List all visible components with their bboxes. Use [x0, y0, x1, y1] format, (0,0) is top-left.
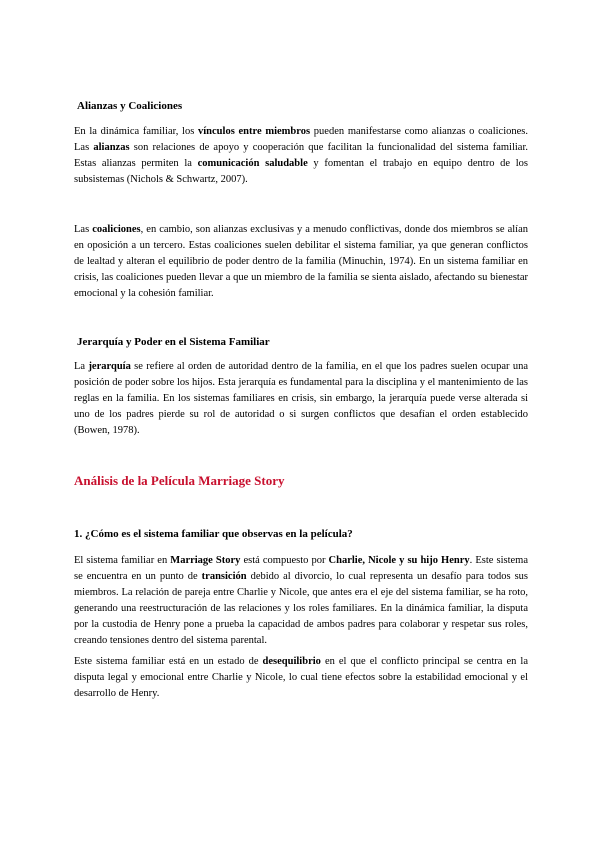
bold-term: Marriage Story [170, 555, 241, 566]
bold-term: jerarquía [88, 361, 131, 372]
text-run: . Este sistema se encuentra en un punto de [74, 555, 528, 582]
text-run: pueden manifestarse como alianzas o coaliciones. Las [74, 126, 528, 153]
text-run: Este sistema familiar está en un estado de [74, 656, 263, 667]
answer-paragraph-1-block [74, 553, 528, 649]
jerarquia-paragraph [74, 359, 528, 439]
bold-term: Charlie, Nicole y su hijo Henry [328, 555, 470, 566]
text-run: La [74, 361, 89, 372]
bold-term: comunicación saludable [197, 158, 308, 169]
text-run: debido al divorcio, lo cual representa un desafío para todos sus miembros. La relación de pareja entre Charlie y Nicole, que antes era el eje del sistema familiar, se ha roto, generando una reestructuración de las relaciones y los roles familiares. En la dinámica familiar, la disputa por la custodia de Henry pone a prueba la capacidad de ambos padres para colaborar y respetar sus roles, creando tensiones dentro del sistema parental. [74, 571, 528, 646]
text-run: En la dinámica familiar, los [74, 126, 199, 137]
text-run: se refiere al orden de autoridad dentro de la familia, en el que los padres suelen ocupar una posición de poder sobre los hijos. Esta jerarquía es fundamental para la disciplina y el mantenimiento de las reglas en la familia. En los sistemas familiares en crisis, sin embargo, la jerarquía puede verse alterada si uno de los padres pierde su rol de autoridad o si surgen conflictos que desafían el orden establecido (Bowen, 1978). [74, 361, 528, 436]
analysis-title: Análisis de la Película Marriage Story [74, 473, 285, 488]
text-run: son relaciones de apoyo y cooperación que facilitan la funcionalidad del sistema familiar. Estas alianzas permiten la [74, 142, 528, 169]
jerarquia-paragraph-block [74, 359, 528, 439]
text-run: en el que el conflicto principal se centra en la disputa legal y emocional entre Charlie y Nicole, lo cual tiene efectos sobre la estabilidad emocional y el desarrollo de Henry. [74, 656, 528, 699]
answer-paragraph-2-block [74, 654, 528, 702]
jerarquia-heading: Jerarquía y Poder en el Sistema Familiar [77, 336, 270, 348]
alianzas-paragraph-1 [74, 124, 528, 188]
alianzas-paragraph-2 [74, 222, 528, 302]
alianzas-heading: Alianzas y Coaliciones [77, 100, 183, 112]
question-1-heading: 1. ¿Cómo es el sistema familiar que observas en la película? [74, 528, 353, 540]
bold-term: transición [201, 571, 247, 582]
bold-term: desequilibrio [262, 656, 321, 667]
alianzas-paragraph-1-block [74, 124, 528, 188]
bold-term: coaliciones [92, 224, 141, 235]
bold-term: vínculos entre miembros [198, 126, 311, 137]
answer-paragraph-2 [74, 654, 528, 702]
text-run: Las [74, 224, 93, 235]
text-run: está compuesto por [240, 555, 329, 566]
text-run: , en cambio, son alianzas exclusivas y a menudo conflictivas, donde dos miembros se alían en oposición a un tercero. Estas coaliciones suelen debilitar el sistema familiar, ya que generan conflictos de lealtad y alteran el equilibrio de poder dentro de la familia (Minuchin, 1974). En un sistema familiar en crisis, las coaliciones pueden llevar a que un miembro de la familia se sienta aislado, afectando su bienestar emocional y la cohesión familiar. [74, 224, 528, 299]
text-run: y fomentan el trabajo en equipo dentro de los subsistemas (Nichols & Schwartz, 2007). [74, 158, 528, 185]
answer-paragraph-1 [74, 553, 528, 649]
alianzas-paragraph-2-block [74, 222, 528, 302]
bold-term: alianzas [93, 142, 130, 153]
text-run: El sistema familiar en [74, 555, 171, 566]
analysis-section [74, 473, 528, 489]
question-1-block [74, 527, 528, 541]
alianzas-section [74, 99, 528, 113]
jerarquia-section [74, 335, 528, 349]
